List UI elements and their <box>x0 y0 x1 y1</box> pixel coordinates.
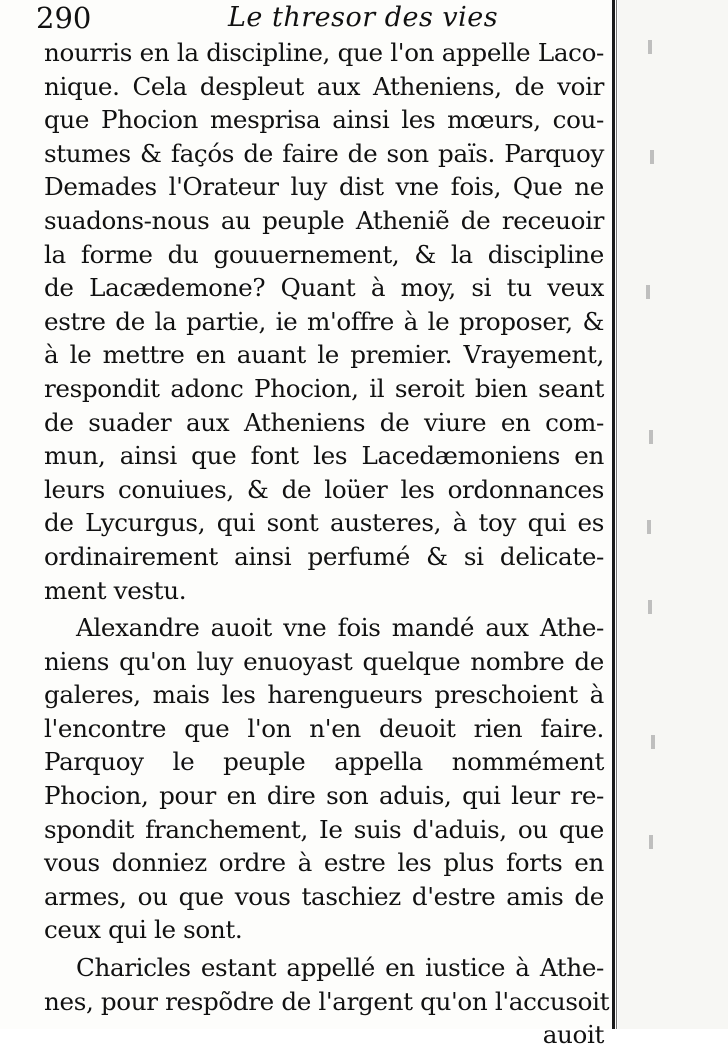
text-line: à le mettre en auant le premier. Vrayement, <box>44 340 604 370</box>
body-text <box>44 36 610 1052</box>
text-line: Phocion, pour en dire son aduis, qui leur re- <box>44 781 604 811</box>
text-line: Alexandre auoit vne fois mandé aux Athe- <box>76 613 604 643</box>
text-line: spondit franchement, Ie suis d'aduis, ou que <box>44 814 604 844</box>
text-line: Charicles estant appellé en iustice à Athe- <box>76 953 604 983</box>
bleed-mark <box>648 600 652 614</box>
text-line: leurs conuiues, & de loüer les ordonnances <box>44 474 604 504</box>
bleed-mark <box>647 520 651 534</box>
page-number: 290 <box>36 1 92 35</box>
binding-rule-shadow <box>616 0 617 1029</box>
bleed-mark <box>648 40 652 54</box>
running-title: Le thresor des vies <box>228 2 499 33</box>
bleed-mark <box>649 835 653 849</box>
bleed-mark <box>651 735 655 749</box>
text-line: l'encontre que l'on n'en deuoit rien faire. <box>44 713 604 743</box>
text-line: nourris en la discipline, que l'on appelle Laco- <box>44 38 604 67</box>
text-line: de suader aux Atheniens de viure en com- <box>44 407 604 437</box>
text-line: respondit adonc Phocion, il seroit bien seant <box>44 373 604 403</box>
text-line: mun, ainsi que font les Lacedæmoniens en <box>44 441 604 471</box>
text-line: estre de la partie, ie m'offre à le proposer, & <box>44 306 604 336</box>
text-line: nique. Cela despleut aux Atheniens, de voir <box>44 71 604 101</box>
text-line: niens qu'on luy enuoyast quelque nombre de <box>44 646 604 676</box>
text-line: ceux qui le sont. <box>44 915 243 945</box>
catchword: auoit <box>542 1020 604 1050</box>
text-line: de Lacædemone? Quant à moy, si tu veux <box>44 273 604 303</box>
text-line: Demades l'Orateur luy dist vne fois, Que ne <box>44 172 604 202</box>
text-line: galeres, mais les harengueurs preschoient à <box>44 680 604 710</box>
text-line: vous donniez ordre à estre les plus forts en <box>44 848 604 878</box>
paragraph-2 <box>44 611 604 947</box>
bleed-mark <box>649 430 653 444</box>
paragraph-1 <box>44 36 604 607</box>
bleed-mark <box>646 285 650 299</box>
text-line: Parquoy le peuple appella nommément <box>44 747 604 777</box>
text-line: suadons-nous au peuple Atheniẽ de receuoir <box>44 205 604 235</box>
text-line: de Lycurgus, qui sont austeres, à toy qui es <box>44 508 604 538</box>
bleed-mark <box>650 150 654 164</box>
text-line: armes, ou que vous taschiez d'estre amis de <box>44 881 604 911</box>
text-line: la forme du gouuernement, & la discipline <box>44 239 604 269</box>
text-line: ordinairement ainsi perfumé & si delicate- <box>44 541 604 571</box>
facing-page-margin <box>618 0 728 1029</box>
paragraph-3 <box>44 951 610 1018</box>
page-header <box>28 0 608 36</box>
text-line: que Phocion mesprisa ainsi les mœurs, cou- <box>44 105 604 135</box>
text-line: nes, pour respõdre de l'argent qu'on l'accusoit <box>44 986 610 1016</box>
text-line: ment vestu. <box>44 575 187 605</box>
text-line: stumes & façós de faire de son païs. Parquoy <box>44 138 604 168</box>
binding-rule <box>612 0 615 1029</box>
